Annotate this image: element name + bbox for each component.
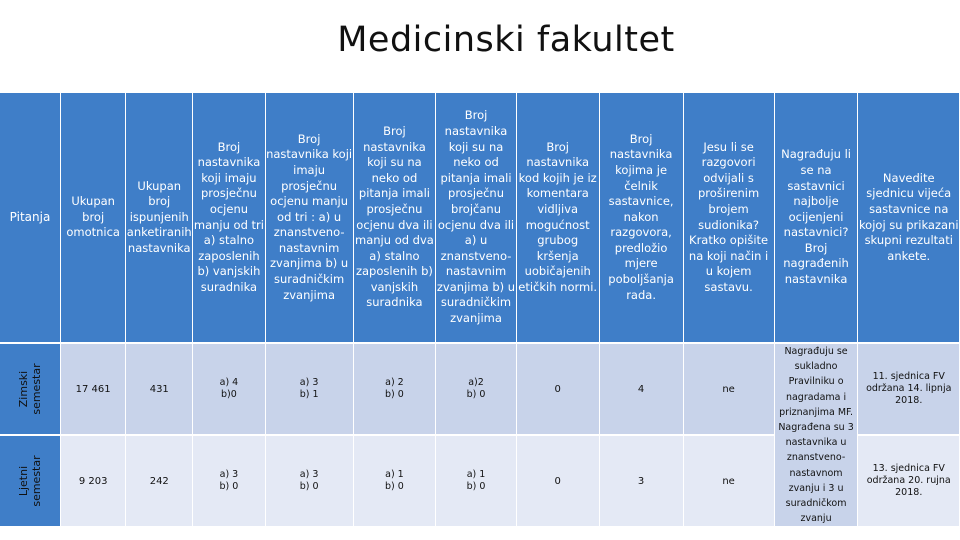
table-cell: 242 <box>126 435 193 527</box>
header-grade-two-employment: Broj nastavnika koji su na neko od pitanja imali prosječnu ocjenu dva ili manju od dva a) stalno zaposlenih b) vanjskih suradnika <box>353 93 436 343</box>
header-awards: Nagrađuju li se na sastavnici najbolje ocijenjeni nastavnici? Broj nagrađenih nastavnika <box>774 93 858 343</box>
meeting-cell: 11. sjednica FV održana 14. lipnja 2018. <box>858 343 960 435</box>
table-cell: a) 1 b) 0 <box>353 435 436 527</box>
header-ethics-violation: Broj nastavnika kod kojih je iz komentara vidljiva mogućnost grubog kršenja uobičajenih etičkih normi. <box>516 93 599 343</box>
meeting-cell: 13. sjednica FV održana 20. rujna 2018. <box>858 435 960 527</box>
page-title: Medicinski fakultet <box>337 20 675 60</box>
table-cell: a) 3 b) 1 <box>265 343 353 435</box>
table-cell: a) 4 b)0 <box>193 343 265 435</box>
table-cell: a) 1 b) 0 <box>436 435 516 527</box>
row-label-header: Pitanja <box>0 93 61 343</box>
results-table <box>0 93 960 528</box>
row-label: Zimski semestar <box>0 343 61 435</box>
header-total-envelopes: Ukupan broj omotnica <box>61 93 126 343</box>
header-grade-two-rank: Broj nastavnika koji su na neko od pitanja imali prosječnu brojčanu ocjenu dva ili a) u znanstveno-nastavnim zvanjima b) u suradničkim zvanjima <box>436 93 516 343</box>
table-cell: a) 3 b) 0 <box>193 435 265 527</box>
table-row <box>0 343 960 435</box>
awards-note: Nagrađuju se sukladno Pravilniku o nagradama i priznanjima MF. Nagrađena su 3 nastavnika u znanstveno-nastavnom zvanju i 3 u suradničkom zvanju <box>774 343 858 527</box>
header-extended-talks: Jesu li se razgovori odvijali s proširenim brojem sudionika? Kratko opišite na koji način i u kojem sastavu. <box>683 93 774 343</box>
table-cell: 3 <box>599 435 683 527</box>
table-cell: a) 2 b) 0 <box>353 343 436 435</box>
table-cell: 4 <box>599 343 683 435</box>
header-row <box>0 93 960 343</box>
table-cell: ne <box>683 343 774 435</box>
table-cell: 17 461 <box>61 343 126 435</box>
header-total-surveyed: Ukupan broj ispunjenih anketiranih nastavnika <box>126 93 193 343</box>
header-low-grade-rank: Broj nastavnika koji imaju prosječnu ocjenu manju od tri : a) u znanstveno-nastavnim zvanjima b) u suradničkim zvanjima <box>265 93 353 343</box>
table-cell: 431 <box>126 343 193 435</box>
header-low-grade-employment: Broj nastavnika koji imaju prosječnu ocjenu manju od tri a) stalno zaposlenih b) vanjskih suradnika <box>193 93 265 343</box>
row-label: Ljetni semestar <box>0 435 61 527</box>
header-improvement-measures: Broj nastavnika kojima je čelnik sastavnice, nakon razgovora, predložio mjere poboljšanja rada. <box>599 93 683 343</box>
table-cell: ne <box>683 435 774 527</box>
table-cell: 9 203 <box>61 435 126 527</box>
table-cell: a)2 b) 0 <box>436 343 516 435</box>
table-cell: a) 3 b) 0 <box>265 435 353 527</box>
header-council-meeting: Navedite sjednicu vijeća sastavnice na kojoj su prikazani skupni rezultati ankete. <box>858 93 960 343</box>
table-cell: 0 <box>516 343 599 435</box>
table-cell: 0 <box>516 435 599 527</box>
